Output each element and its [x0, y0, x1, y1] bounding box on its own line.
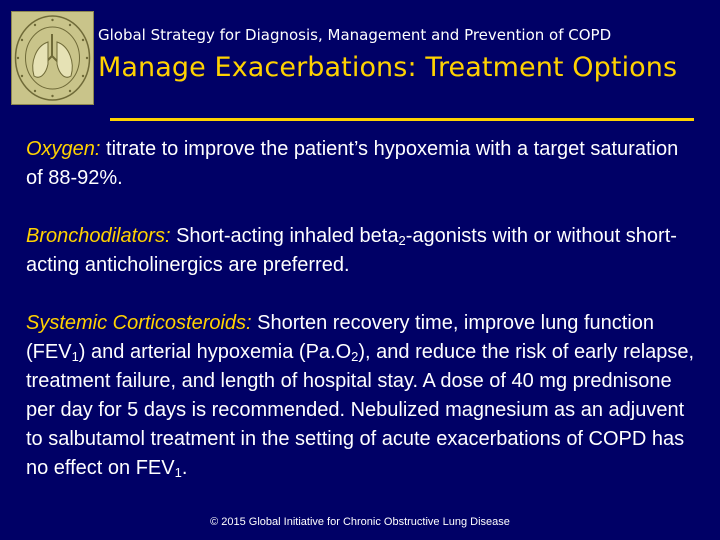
header-subtitle: Global Strategy for Diagnosis, Management and Prevention of COPD	[98, 26, 612, 44]
copyright-footer: © 2015 Global Initiative for Chronic Obstructive Lung Disease	[210, 516, 510, 528]
slide-body	[26, 135, 696, 483]
oxygen-text: titrate to improve the patient’s hypoxemia with a target saturation of 88-92%.	[26, 138, 679, 189]
oxygen-paragraph	[26, 135, 696, 193]
fev-subscript: 1	[71, 349, 79, 364]
title-divider	[110, 118, 694, 121]
bronchodilators-lead: Bronchodilators:	[26, 225, 171, 247]
corticosteroids-text-a: Shorten recovery time, improve lung function (FEV	[26, 312, 655, 363]
corticosteroids-text-c: ), and reduce the risk of early relapse, treatment failure, and length of hospital stay. A dose of 40 mg prednisone per day for 5 days is recommended. Nebulized magnesium as an adjuvent to salbutamol treatment in the setting of acute exacerbations of COPD has no effect on FEV	[26, 341, 695, 479]
bronchodilators-text-b: -agonists with or without short-acting anticholinergics are preferred.	[26, 225, 677, 276]
slide-title: Manage Exacerbations: Treatment Options	[98, 52, 678, 83]
corticosteroids-paragraph	[26, 309, 696, 483]
bronchodilators-subscript: 2	[398, 233, 406, 248]
pao2-subscript: 2	[351, 349, 359, 364]
corticosteroids-text-b: ) and arterial hypoxemia (Pa.O	[78, 341, 352, 363]
bronchodilators-paragraph	[26, 222, 696, 280]
bronchodilators-text-a: Short-acting inhaled beta	[170, 225, 399, 247]
oxygen-lead: Oxygen:	[26, 138, 101, 160]
corticosteroids-text-d: .	[181, 457, 188, 479]
fev-end-subscript: 1	[174, 465, 182, 480]
corticosteroids-lead: Systemic Corticosteroids:	[26, 312, 252, 334]
gold-logo-icon	[11, 11, 94, 105]
